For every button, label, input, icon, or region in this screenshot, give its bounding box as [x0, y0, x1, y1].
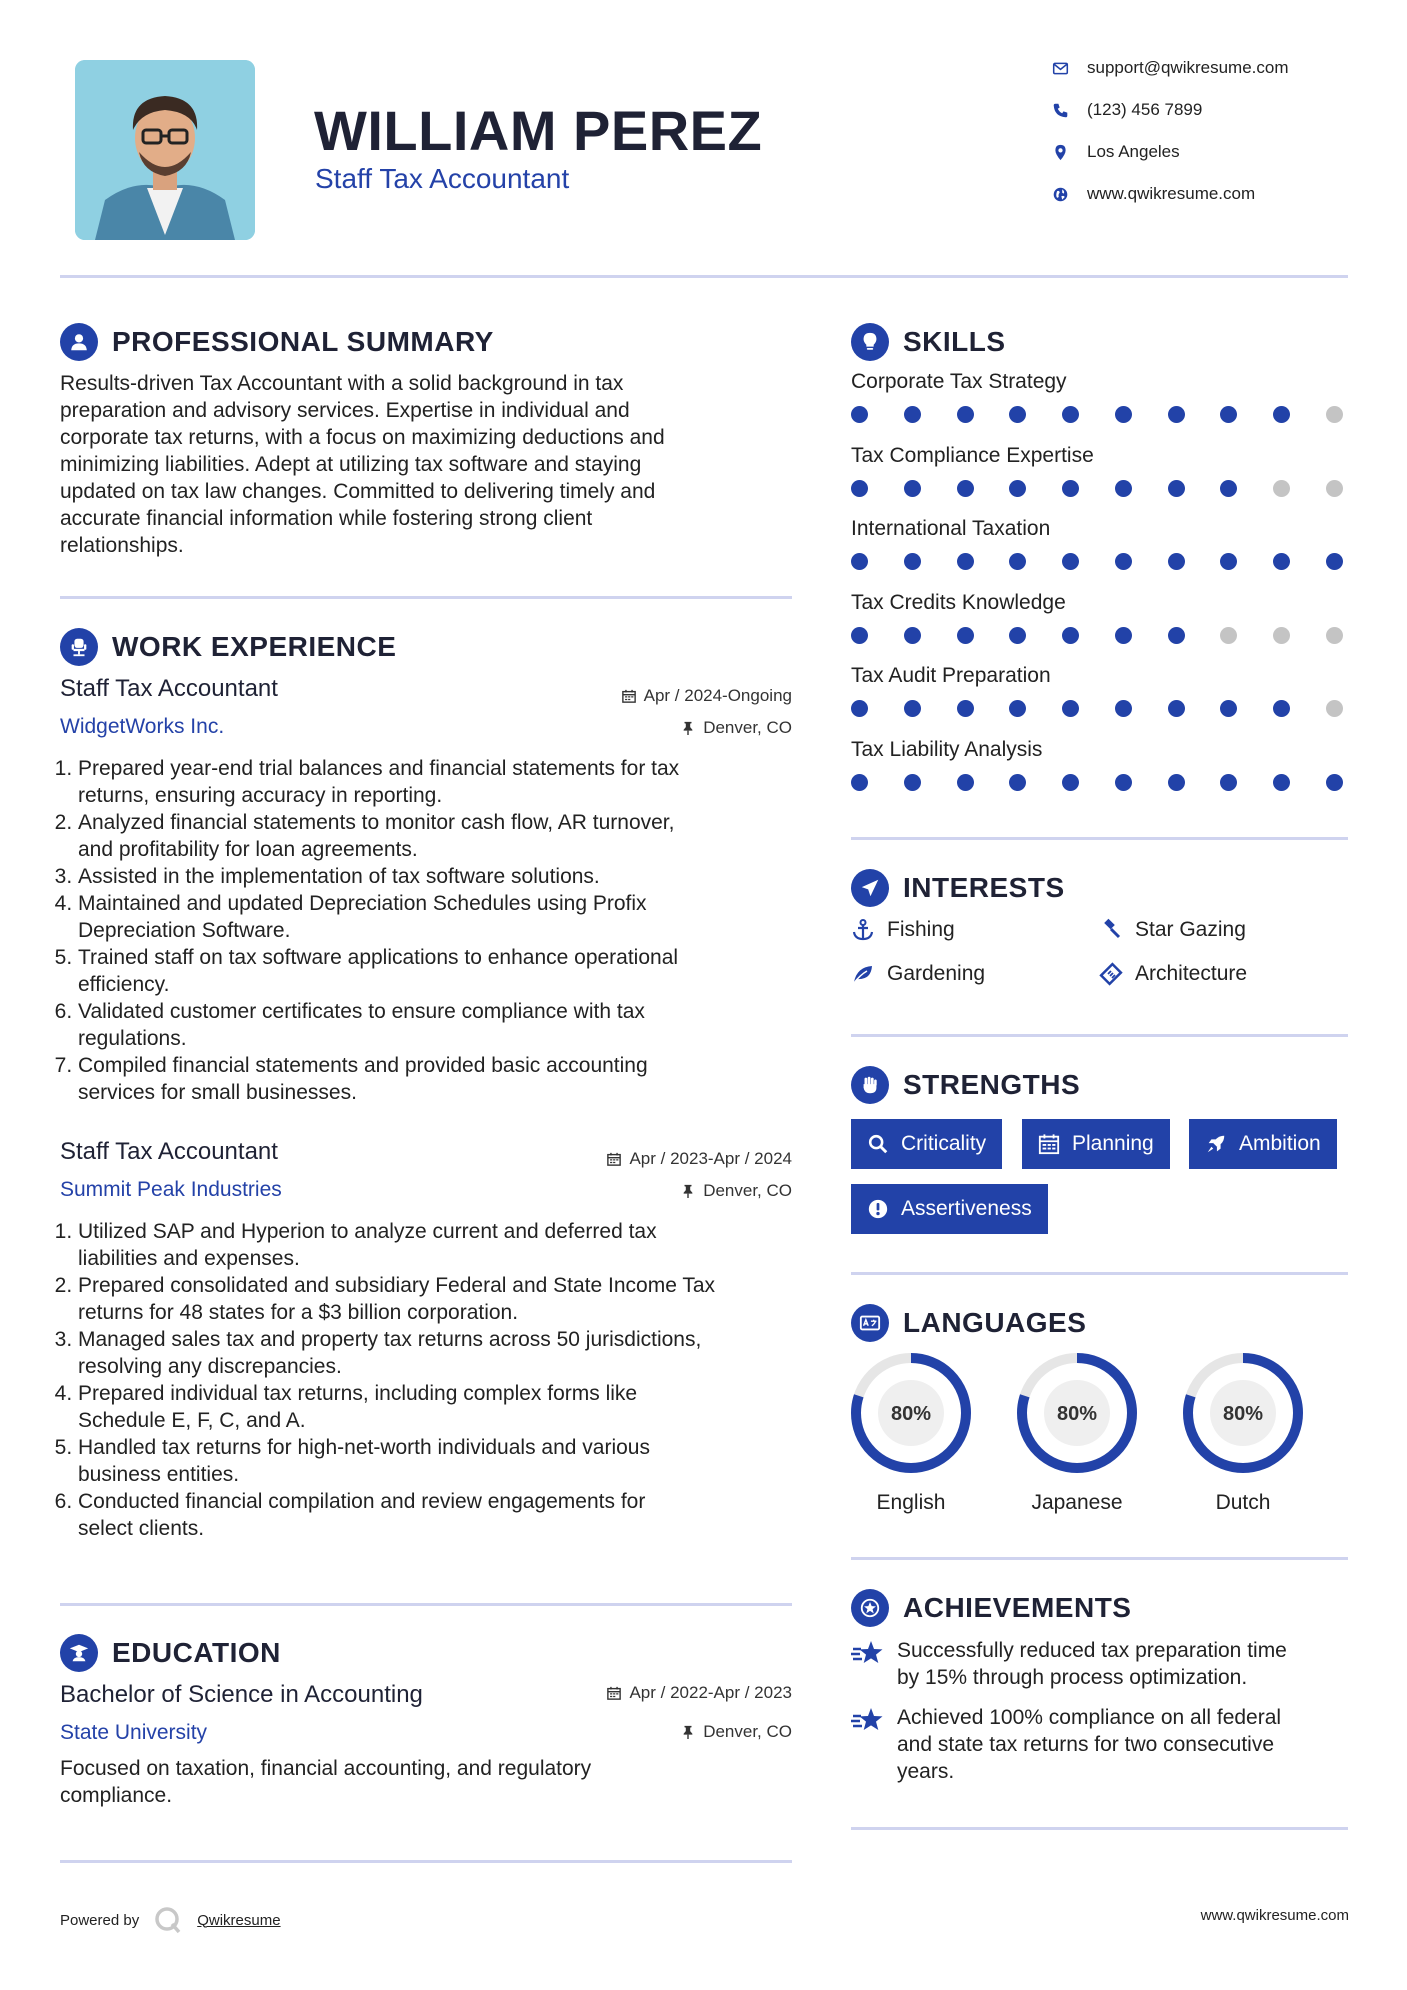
skills-heading: SKILLS [903, 326, 1006, 357]
achievement-line: Achieved 100% compliance on all federal [897, 1706, 1282, 1729]
summary-line: relationships. [60, 534, 184, 557]
skill-dot-filled [1168, 406, 1185, 423]
summary-line: preparation and advisory services. Expertise in individual and [60, 399, 630, 422]
school-name: State University [60, 1721, 208, 1744]
achievement-item [851, 1704, 1351, 1785]
skill-rating [851, 406, 1343, 423]
interest-architecture: Architecture [1099, 962, 1247, 986]
skill-dot-filled [1009, 553, 1026, 570]
graduate-icon [60, 1634, 98, 1672]
skill-row [851, 517, 1351, 591]
powered-by-label: Powered by [60, 1911, 140, 1929]
summary-section-title [60, 323, 494, 361]
languages-divider [851, 1557, 1348, 1560]
education-date-text: Apr / 2022-Apr / 2023 [629, 1683, 792, 1702]
strength-chip-planning: Planning [1022, 1119, 1170, 1169]
skill-dot-empty [1326, 406, 1343, 423]
education-date [500, 1683, 792, 1703]
skill-dot-filled [1220, 774, 1237, 791]
email-text: support@qwikresume.com [1087, 58, 1289, 77]
job-2-bullets [60, 1218, 818, 1542]
skill-dot-filled [957, 480, 974, 497]
skill-dot-filled [1009, 700, 1026, 717]
skill-dot-filled [1062, 627, 1079, 644]
user-icon [60, 323, 98, 361]
work-section-title [60, 628, 396, 666]
skill-dot-filled [1062, 553, 1079, 570]
skill-dot-filled [1168, 553, 1185, 570]
skill-dot-filled [904, 700, 921, 717]
skill-dot-filled [1009, 480, 1026, 497]
calendar-icon [1038, 1133, 1060, 1155]
list-item: 4. Maintained and updated Depreciation Schedules using Profix Depreciation Software. [78, 890, 818, 944]
skill-dot-filled [904, 627, 921, 644]
location-text: Los Angeles [1087, 142, 1180, 161]
skill-dot-filled [1273, 700, 1290, 717]
skill-name: Tax Compliance Expertise [851, 443, 1094, 467]
skill-rating [851, 774, 1343, 791]
job-2-title: Staff Tax Accountant [60, 1138, 278, 1165]
list-item: 7. Compiled financial statements and provided basic accounting services for small businesses. [78, 1052, 818, 1106]
achievement-item [851, 1637, 1351, 1691]
skill-rating [851, 627, 1343, 644]
list-item: 1. Prepared year-end trial balances and financial statements for tax returns, ensuring accuracy in reporting. [78, 755, 818, 809]
skill-dot-filled [1062, 480, 1079, 497]
education-location [500, 1722, 792, 1742]
summary-heading: PROFESSIONAL SUMMARY [112, 326, 494, 357]
skill-dot-filled [1115, 700, 1132, 717]
skill-dot-filled [957, 553, 974, 570]
degree-title: Bachelor of Science in Accounting [60, 1681, 423, 1708]
job-1-date [500, 686, 792, 706]
lightbulb-icon [851, 323, 889, 361]
skill-rating [851, 480, 1343, 497]
language-percent: 80% [1222, 1403, 1264, 1425]
skill-dot-filled [957, 406, 974, 423]
interest-fishing: Fishing [851, 918, 955, 942]
skill-name: International Taxation [851, 517, 1051, 540]
summary-divider [60, 596, 792, 599]
language-progress-ring [1016, 1352, 1138, 1474]
anchor-icon [851, 918, 875, 942]
qwikresume-logo-icon [153, 1905, 183, 1935]
achievement-line: Successfully reduced tax preparation time [897, 1639, 1287, 1662]
skill-dot-filled [1220, 553, 1237, 570]
leaf-icon [851, 962, 875, 986]
language-dutch [1182, 1352, 1304, 1515]
skill-row [851, 738, 1351, 812]
job-1-title: Staff Tax Accountant [60, 675, 278, 702]
languages-heading: LANGUAGES [903, 1307, 1087, 1338]
list-item: 2. Prepared consolidated and subsidiary Federal and State Income Tax returns for 48 states for a $3 billion corporation. [78, 1272, 818, 1326]
skill-dot-empty [1220, 627, 1237, 644]
drafting-compass-icon [1099, 962, 1123, 986]
strengths-section-title [851, 1066, 1080, 1104]
education-description: Focused on taxation, financial accounting, and regulatory compliance. [60, 1757, 592, 1807]
candidate-role: Staff Tax Accountant [315, 163, 570, 194]
list-item: 3. Assisted in the implementation of tax software solutions. [78, 863, 818, 890]
list-item: 4. Prepared individual tax returns, including complex forms like Schedule E, F, C, and A. [78, 1380, 818, 1434]
skill-dot-filled [957, 627, 974, 644]
list-item: 2. Analyzed financial statements to monitor cash flow, AR turnover, and profitability for loan agreements. [78, 809, 818, 863]
achievements-divider [851, 1827, 1348, 1830]
language-japanese [1016, 1352, 1138, 1515]
globe-icon [1052, 186, 1069, 203]
header-divider [60, 275, 1348, 278]
strengths-heading: STRENGTHS [903, 1069, 1081, 1100]
skill-row [851, 664, 1351, 738]
job-1-company: WidgetWorks Inc. [60, 715, 225, 738]
job-2-date [500, 1149, 792, 1169]
language-percent: 80% [1056, 1403, 1098, 1425]
website-text: www.qwikresume.com [1087, 184, 1256, 203]
gavel-icon [1099, 918, 1123, 942]
qwikresume-link[interactable]: Qwikresume [197, 1911, 281, 1929]
education-heading: EDUCATION [112, 1637, 281, 1668]
skill-dot-filled [904, 480, 921, 497]
contact-email[interactable] [1052, 58, 1289, 78]
calendar-icon [607, 1152, 621, 1166]
skill-dot-filled [904, 406, 921, 423]
strength-chip-criticality: Criticality [851, 1119, 1002, 1169]
skill-dot-filled [851, 700, 868, 717]
skill-dot-filled [904, 553, 921, 570]
summary-line: Results-driven Tax Accountant with a solid background in tax [60, 372, 624, 395]
avatar [75, 60, 255, 240]
skill-dot-filled [851, 553, 868, 570]
skill-dot-filled [851, 480, 868, 497]
work-divider [60, 1603, 792, 1606]
language-progress-ring [850, 1352, 972, 1474]
job-2-location [500, 1181, 792, 1201]
interest-gardening: Gardening [851, 962, 985, 986]
strength-chip-assertiveness: Assertiveness [851, 1184, 1048, 1234]
skills-section-title [851, 323, 1006, 361]
map-marker-icon [1052, 144, 1069, 161]
interests-heading: INTERESTS [903, 872, 1065, 903]
skill-row [851, 370, 1351, 444]
pushpin-icon [681, 1184, 695, 1198]
contact-phone[interactable] [1052, 100, 1202, 120]
education-section-title [60, 1634, 281, 1672]
job-1-bullets [60, 755, 818, 1106]
contact-location [1052, 142, 1180, 162]
skill-dot-filled [1115, 553, 1132, 570]
list-item: 1. Utilized SAP and Hyperion to analyze current and deferred tax liabilities and expenses. [78, 1218, 818, 1272]
language-progress-ring [1182, 1352, 1304, 1474]
skill-dot-filled [957, 774, 974, 791]
strengths-divider [851, 1272, 1348, 1275]
list-item: 3. Managed sales tax and property tax returns across 50 jurisdictions, resolving any discrepancies. [78, 1326, 818, 1380]
skill-dot-filled [1220, 480, 1237, 497]
skill-dot-filled [1220, 406, 1237, 423]
achievement-line: years. [897, 1760, 955, 1783]
list-item: 5. Trained staff on tax software applications to enhance operational efficiency. [78, 944, 818, 998]
list-item: 6. Conducted financial compilation and review engagements for select clients. [78, 1488, 818, 1542]
skills-divider [851, 837, 1348, 840]
skill-rating [851, 700, 1343, 717]
skill-dot-filled [851, 774, 868, 791]
work-heading: WORK EXPERIENCE [112, 631, 397, 662]
interests-divider [851, 1034, 1348, 1037]
skill-dot-filled [1062, 406, 1079, 423]
contact-website[interactable] [1052, 184, 1255, 204]
search-icon [867, 1133, 889, 1155]
footer-powered-by [60, 1905, 281, 1935]
job-2-date-text: Apr / 2023-Apr / 2024 [629, 1149, 792, 1168]
skill-dot-filled [957, 700, 974, 717]
list-item: 6. Validated customer certificates to ensure compliance with tax regulations. [78, 998, 818, 1052]
strength-chip-ambition: Ambition [1189, 1119, 1337, 1169]
footer-website[interactable]: www.qwikresume.com [1200, 1907, 1349, 1924]
language-name: English [876, 1491, 946, 1514]
paper-plane-icon [851, 869, 889, 907]
skill-dot-empty [1273, 627, 1290, 644]
skill-dot-filled [904, 774, 921, 791]
skill-dot-filled [1062, 774, 1079, 791]
skill-dot-filled [851, 627, 868, 644]
skill-dot-filled [1273, 406, 1290, 423]
summary-line: updated on tax law changes. Committed to delivering timely and [60, 480, 656, 503]
job-2-company: Summit Peak Industries [60, 1178, 282, 1201]
skill-dot-filled [851, 406, 868, 423]
language-icon [851, 1304, 889, 1342]
star-badge-icon [851, 1589, 889, 1627]
job-2-location-text: Denver, CO [703, 1181, 792, 1200]
calendar-icon [622, 689, 636, 703]
languages-section-title [851, 1304, 1086, 1342]
skill-name: Tax Credits Knowledge [851, 590, 1066, 614]
raised-fist-icon [851, 1066, 889, 1104]
skill-dot-filled [1115, 627, 1132, 644]
star-trophy-icon [851, 1639, 885, 1669]
skill-row [851, 444, 1351, 518]
achievements-section-title [851, 1589, 1131, 1627]
skill-dot-filled [1115, 406, 1132, 423]
skill-dot-filled [1009, 627, 1026, 644]
star-trophy-icon [851, 1706, 885, 1736]
skill-name: Tax Liability Analysis [851, 737, 1043, 761]
envelope-icon [1052, 60, 1069, 77]
office-chair-icon [60, 628, 98, 666]
skill-dot-empty [1273, 480, 1290, 497]
skill-name: Tax Audit Preparation [851, 664, 1051, 687]
skill-dot-filled [1326, 553, 1343, 570]
skill-dot-filled [1009, 406, 1026, 423]
rocket-icon [1205, 1133, 1227, 1155]
interests-section-title [851, 869, 1065, 907]
summary-line: corporate tax returns, with a focus on maximizing deductions and [60, 426, 665, 449]
skill-dot-filled [1168, 627, 1185, 644]
skill-rating [851, 553, 1343, 570]
achievement-line: by 15% through process optimization. [897, 1666, 1248, 1689]
phone-text: (123) 456 7899 [1087, 100, 1203, 119]
pushpin-icon [681, 1725, 695, 1739]
education-location-text: Denver, CO [703, 1722, 792, 1741]
skill-dot-filled [1273, 553, 1290, 570]
skill-row [851, 591, 1351, 665]
language-percent: 80% [890, 1403, 932, 1425]
language-name: Dutch [1215, 1491, 1271, 1514]
skill-dot-filled [1326, 774, 1343, 791]
job-1-location-text: Denver, CO [703, 718, 792, 737]
interest-star-gazing: Star Gazing [1099, 918, 1246, 942]
summary-line: accurate financial information while fostering strong client [60, 507, 593, 530]
skill-dot-empty [1326, 627, 1343, 644]
language-english [850, 1352, 972, 1515]
achievement-line: and state tax returns for two consecutive [897, 1733, 1275, 1756]
skill-dot-filled [1168, 774, 1185, 791]
skill-dot-empty [1326, 700, 1343, 717]
language-name: Japanese [1031, 1491, 1123, 1514]
exclamation-circle-icon [867, 1198, 889, 1220]
achievements-heading: ACHIEVEMENTS [903, 1592, 1132, 1623]
skill-dot-filled [1115, 774, 1132, 791]
education-divider [60, 1860, 792, 1863]
skill-dot-filled [1273, 774, 1290, 791]
skill-dot-filled [1168, 480, 1185, 497]
skill-dot-filled [1220, 700, 1237, 717]
skill-name: Corporate Tax Strategy [851, 370, 1067, 393]
job-1-date-text: Apr / 2024-Ongoing [643, 686, 792, 705]
profile-photo [75, 60, 255, 240]
skills-list [851, 370, 1351, 811]
pushpin-icon [681, 721, 695, 735]
candidate-name: WILLIAM PEREZ [314, 99, 763, 162]
skill-dot-empty [1326, 480, 1343, 497]
skill-dot-filled [1062, 700, 1079, 717]
phone-icon [1052, 102, 1069, 119]
skill-dot-filled [1168, 700, 1185, 717]
calendar-icon [607, 1686, 621, 1700]
job-1-location [500, 718, 792, 738]
list-item: 5. Handled tax returns for high-net-worth individuals and various business entities. [78, 1434, 818, 1488]
skill-dot-filled [1009, 774, 1026, 791]
summary-text [60, 370, 800, 559]
summary-line: minimizing liabilities. Adept at utilizing tax software and staying [60, 453, 642, 476]
skill-dot-filled [1115, 480, 1132, 497]
